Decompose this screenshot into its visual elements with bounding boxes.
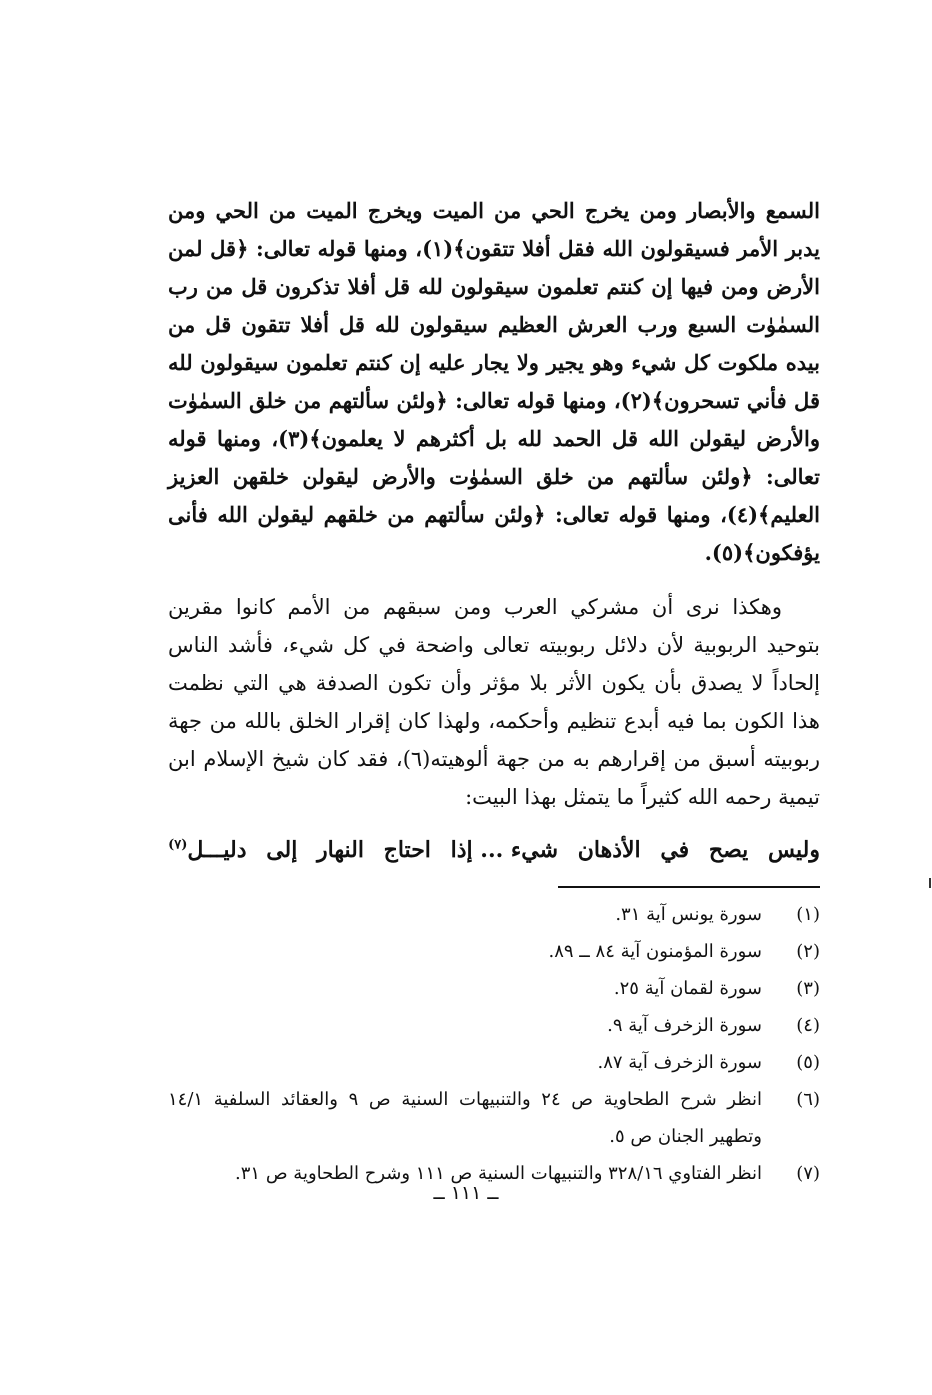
verse-word: وليس (767, 837, 820, 863)
page-body (168, 192, 820, 1192)
verse-word: دليـــل (187, 837, 247, 863)
footnote-item (168, 896, 820, 933)
paragraph-commentary: وهكذا نرى أن مشركي العرب ومن سبقهم من الأمم كانوا مقرين بتوحيد الربوبية لأن دلائل ربوبيته تعالى واضحة في كل شيء، فأشد الناس إلحاداً لا يصدق بأن يكون الأثر بلا مؤثر وأن تكون الصدفة هي التي نظمت هذا الكون بما فيه أبدع تنظيم وأحكمه، ولهذا كان إقرار الخلق بالله من جهة ربوبيته أسبق من إقرارهم به من جهة ألوهيته(٦)، فقد كان شيخ الإسلام ابن تيمية رحمه الله كثيراً ما يتمثل بهذا البيت: (168, 595, 820, 809)
footnote-number: (٧) (796, 1163, 820, 1184)
page-number: ــ ١١١ ــ (433, 1182, 499, 1204)
scan-artifact (929, 878, 931, 888)
verse-word-last (168, 830, 246, 870)
footnote-text: سورة لقمان آية ٢٥. (613, 978, 762, 999)
footnote-item (168, 1007, 820, 1044)
paragraph-quran-verses: السمع والأبصار ومن يخرج الحي من الميت ويخرج الميت من الحي ومن يدبر الأمر فسيقولون الله فقل أفلا تتقون﴾(١)، ومنها قوله تعالى: ﴿قل لمن الأرض ومن فيها إن كنتم تعلمون سيقولون لله قل أفلا تذكرون قل من رب السمٰوٰت السبع ورب العرش العظيم سيقولون لله قل أفلا تتقون قل من بيده ملكوت كل شيء وهو يجير ولا يجار عليه إن كنتم تعلمون سيقولون لله قل فأني تسحرون﴾(٢)، ومنها قوله تعالى: ﴿ولئن سألتهم من خلق السمٰوٰت والأرض ليقولن الله قل الحمد لله بل أكثرهم لا يعلمون﴾(٣)، ومنها قوله تعالى: ﴿ولئن سألتهم من خلق السمٰوٰت والأرض ليقولن خلقهن العزيز العليم﴾(٤)، ومنها قوله تعالى: ﴿ولئن سألتهم من خلقهم ليقولن الله فأنى يؤفكون﴾(٥). (168, 198, 821, 565)
footnote-text: انظر شرح الطحاوية ص ٢٤ والتنبيهات السنية ص ٩ والعقائد السلفية ١٤/١ وتطهير الجنان ص ٥. (168, 1089, 763, 1147)
footnotes-list (168, 896, 820, 1192)
verse-word: في (660, 837, 690, 863)
footnote-divider (558, 886, 820, 888)
verse-word: شيء ... إذا (450, 837, 559, 863)
footnote-marker: (٧) (168, 837, 188, 853)
verse-word: احتاج (383, 837, 431, 863)
footnote-text: انظر الفتاوي ٣٢٨/١٦ والتنبيهات السنية ص ١١١ وشرح الطحاوية ص ٣١. (235, 1163, 762, 1184)
footnote-item (168, 970, 820, 1007)
footnote-text: سورة الزخرف آية ٩. (607, 1015, 762, 1036)
footnote-item (168, 1081, 820, 1155)
footnote-number: (٤) (796, 1015, 820, 1036)
verse-word: إلى (266, 837, 298, 863)
footnote-number: (٢) (796, 941, 820, 962)
footnote-item (168, 933, 820, 970)
footnote-text: سورة المؤمنون آية ٨٤ ــ ٨٩. (548, 941, 762, 962)
footnote-text: سورة الزخرف آية ٨٧. (597, 1052, 762, 1073)
footnote-number: (١) (796, 904, 820, 925)
footnote-item (168, 1044, 820, 1081)
verse-word: يصح (708, 837, 749, 863)
footnote-number: (٣) (796, 978, 820, 999)
poetry-verse (168, 830, 820, 878)
footnote-number: (٦) (796, 1089, 820, 1110)
footnote-number: (٥) (796, 1052, 820, 1073)
footnote-text: سورة يونس آية ٣١. (615, 904, 762, 925)
verse-word: الأذهان (577, 837, 641, 863)
verse-word: النهار (317, 837, 364, 863)
